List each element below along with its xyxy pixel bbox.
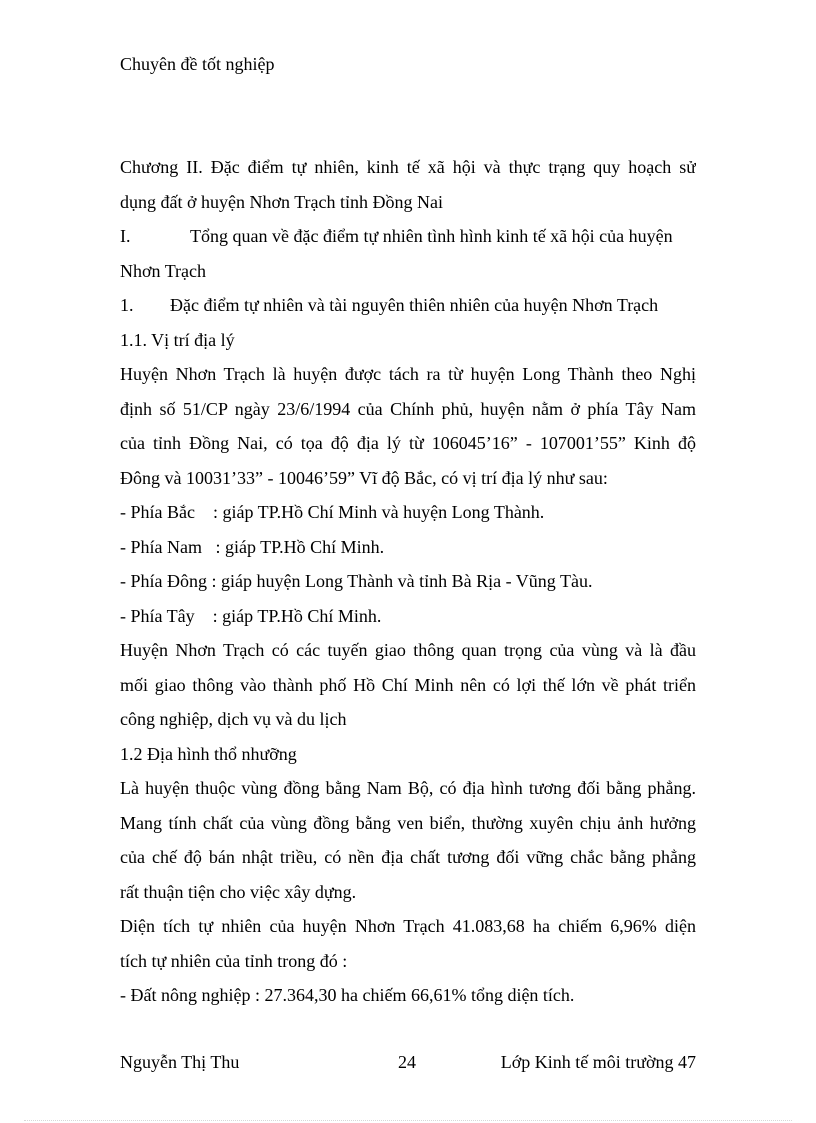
section-number: I. (120, 226, 131, 246)
border-direction: - Phía Đông (120, 571, 207, 591)
area-para-line-1: Diện tích tự nhiên của huyện Nhơn Trạch 41.083,68 ha chiếm 6,96% diện (120, 916, 696, 936)
border-item (120, 530, 696, 565)
terrain-para-line-4: rất thuận tiện cho việc xây dựng. (120, 881, 357, 902)
traffic-para-line-2: mối giao thông vào thành phố Hồ Chí Minh nên có lợi thế lớn về phát triển (120, 674, 696, 695)
terrain-para-line-3: của chế độ bán nhật triều, có nền địa chất tương đối vững chắc bằng phẳng (120, 847, 696, 867)
location-para-line-4: Đông và 10031’33” - 10046’59” Vĩ độ Bắc, có vị trí địa lý như sau: (120, 467, 608, 488)
section-heading-line-1 (120, 219, 696, 254)
location-para-line-3: của tỉnh Đồng Nai, có tọa độ địa lý từ 106045’16” - 107001’55” Kinh độ (120, 433, 696, 453)
traffic-para-line-1: Huyện Nhơn Trạch có các tuyến giao thông quan trọng của vùng và là đầu (120, 640, 696, 660)
footer-class-name: Lớp Kinh tế môi trường 47 (500, 1052, 696, 1072)
section-heading-line-2: Nhơn Trạch (120, 260, 207, 281)
border-description: : giáp TP.Hồ Chí Minh và huyện Long Thành. (212, 502, 545, 522)
border-description: : giáp huyện Long Thành và tỉnh Bà Rịa - Vũng Tàu. (211, 571, 593, 591)
chapter-title-line-2: dụng đất ở huyện Nhơn Trạch tỉnh Đồng Nai (120, 191, 444, 212)
border-description: : giáp TP.Hồ Chí Minh. (215, 536, 385, 557)
footer-author: Nguyễn Thị Thu (120, 1052, 240, 1072)
page-bottom-divider (24, 1120, 792, 1121)
chapter-title-line-1: Chương II. Đặc điểm tự nhiên, kinh tế xã hội và thực trạng quy hoạch sử (120, 157, 696, 177)
border-description: : giáp TP.Hồ Chí Minh. (212, 605, 382, 626)
border-direction: - Phía Bắc (120, 502, 195, 522)
heading-terrain: 1.2 Địa hình thổ nhưỡng (120, 743, 297, 764)
traffic-para-line-3: công nghiệp, dịch vụ và du lịch (120, 709, 347, 729)
page-footer (120, 1050, 696, 1074)
border-direction: - Phía Tây (120, 605, 195, 626)
border-item (120, 599, 696, 634)
section-heading-text: Tổng quan về đặc điểm tự nhiên tình hình kinh tế xã hội của huyện (190, 226, 673, 246)
subsection-number: 1. (120, 295, 134, 315)
border-item (120, 495, 696, 530)
agricultural-land-line: - Đất nông nghiệp : 27.364,30 ha chiếm 66,61% tổng diện tích. (120, 985, 575, 1005)
running-header: Chuyên đề tốt nghiệp (120, 54, 275, 74)
footer-page-number: 24 (398, 1052, 416, 1072)
border-direction: - Phía Nam (120, 536, 202, 557)
subsection-heading-text: Đặc điểm tự nhiên và tài nguyên thiên nhiên của huyện Nhơn Trạch (170, 295, 659, 315)
terrain-para-line-1: Là huyện thuộc vùng đồng bằng Nam Bộ, có địa hình tương đối bằng phẳng. (120, 778, 696, 798)
location-para-line-1: Huyện Nhơn Trạch là huyện được tách ra từ huyện Long Thành theo Nghị (120, 364, 696, 384)
terrain-para-line-2: Mang tính chất của vùng đồng bằng ven biển, thường xuyên chịu ảnh hưởng (120, 812, 696, 833)
subsection-heading (120, 288, 696, 323)
border-item (120, 564, 696, 599)
heading-location: 1.1. Vị trí địa lý (120, 329, 235, 350)
area-para-line-2: tích tự nhiên của tỉnh trong đó : (120, 950, 348, 971)
location-para-line-2: định số 51/CP ngày 23/6/1994 của Chính phủ, huyện nằm ở phía Tây Nam (120, 398, 696, 419)
page-body (120, 150, 696, 1013)
